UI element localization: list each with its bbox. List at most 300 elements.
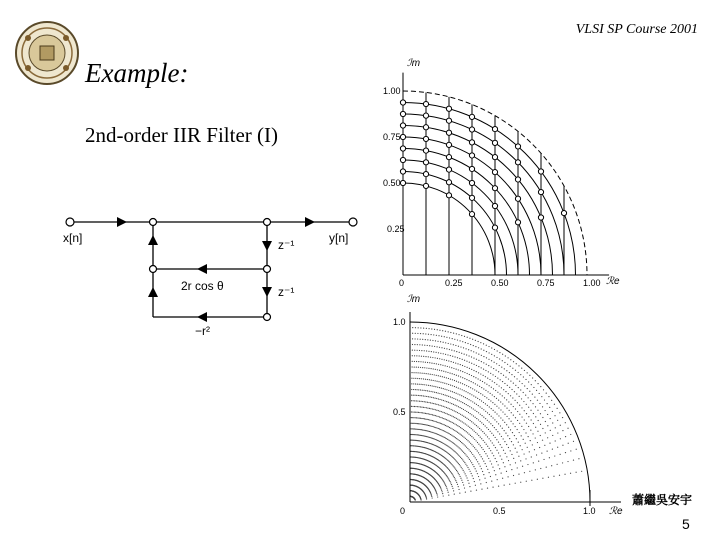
pd-pole-dot <box>465 417 466 418</box>
pd-pole-dot <box>442 382 443 383</box>
pd-pole-dot <box>521 416 522 417</box>
pd-pole-dot <box>471 414 472 415</box>
pd-pole-dot <box>448 494 449 495</box>
pd-pole-dot <box>436 352 437 353</box>
pd-pole-dot <box>414 395 415 396</box>
pd-pole-dot <box>462 443 463 444</box>
pd-pole-dot <box>425 390 426 391</box>
pd-pole-dot <box>507 476 508 477</box>
pd-pole-dot <box>459 447 460 448</box>
pg-pole-marker <box>400 169 405 174</box>
pd-pole-dot <box>419 429 420 430</box>
pd-pole-dot <box>508 460 509 461</box>
pd-pole-dot <box>469 338 470 339</box>
pd-pole-dot <box>433 403 434 404</box>
pd-pole-dot <box>454 478 455 479</box>
pd-pole-dot <box>465 491 466 492</box>
pd-pole-dot <box>424 367 425 368</box>
pd-pole-dot <box>426 328 427 329</box>
pd-pole-dot <box>448 331 449 332</box>
pd-pole-dot <box>511 374 512 375</box>
pd-pole-dot <box>455 459 456 460</box>
pd-pole-dot <box>445 451 446 452</box>
pd-pole-dot <box>443 371 444 372</box>
pd-pole-dot <box>498 407 499 408</box>
pd-pole-dot <box>453 466 454 467</box>
pd-pole-dot <box>416 400 417 401</box>
pd-pole-dot <box>573 460 574 461</box>
pd-pole-dot <box>570 434 571 435</box>
pd-pole-dot <box>480 436 481 437</box>
pd-pole-dot <box>486 427 487 428</box>
pd-pole-dot <box>457 432 458 433</box>
pd-pole-dot <box>505 453 506 454</box>
pg-pole-marker <box>423 136 428 141</box>
pd-pole-dot <box>470 413 471 414</box>
pd-pole-dot <box>517 402 518 403</box>
pd-pole-dot <box>470 491 471 492</box>
pg-x-axis-label: ℛe <box>606 276 620 287</box>
pd-pole-dot <box>519 432 520 433</box>
pd-pole-dot <box>516 393 517 394</box>
pd-pole-dot <box>541 396 542 397</box>
pd-pole-dot <box>443 394 444 395</box>
pd-pole-dot <box>427 407 428 408</box>
pd-pole-dot <box>451 403 452 404</box>
pd-pole-dot <box>449 427 450 428</box>
pd-pole-dot <box>454 450 455 451</box>
pd-pole-dot <box>456 431 457 432</box>
pd-y-tick-05: 0.5 <box>393 407 406 417</box>
pd-pole-dot <box>513 458 514 459</box>
pd-pole-dot <box>451 448 452 449</box>
pd-pole-dot <box>452 435 453 436</box>
pd-pole-dot <box>498 441 499 442</box>
pd-pole-dot <box>447 489 448 490</box>
pd-pole-dot <box>422 367 423 368</box>
pd-pole-dot <box>499 358 500 359</box>
pd-pole-dot <box>453 423 454 424</box>
pd-pole-dot <box>560 438 561 439</box>
pd-pole-dot <box>503 450 504 451</box>
pd-pole-dot <box>422 373 423 374</box>
pd-pole-dot <box>436 410 437 411</box>
pd-pole-dot <box>466 418 467 419</box>
pd-pole-dot <box>458 387 459 388</box>
pd-pole-dot <box>452 456 453 457</box>
pd-pole-dot <box>519 381 520 382</box>
pd-pole-dot <box>462 421 463 422</box>
pd-pole-dot <box>461 458 462 459</box>
pd-pole-dot <box>568 443 569 444</box>
pd-pole-dot <box>439 393 440 394</box>
pd-pole-dot <box>443 436 444 437</box>
pd-pole-dot <box>486 384 487 385</box>
pd-pole-dot <box>447 366 448 367</box>
pd-pole-dot <box>453 344 454 345</box>
input-label: x[n] <box>63 231 83 245</box>
pd-pole-dot <box>441 336 442 337</box>
pd-pole-dot <box>559 475 560 476</box>
pd-pole-dot <box>459 407 460 408</box>
pd-pole-dot <box>455 469 456 470</box>
pd-pole-dot <box>424 430 425 431</box>
pg-pole-marker <box>492 170 497 175</box>
pd-pole-dot <box>436 433 437 434</box>
pd-pole-dot <box>477 426 478 427</box>
pd-pole-dot <box>509 410 510 411</box>
pd-pole-dot <box>507 385 508 386</box>
pd-pole-dot <box>486 397 487 398</box>
pd-pole-dot <box>414 366 415 367</box>
pd-pole-dot <box>450 343 451 344</box>
pd-pole-dot <box>478 452 479 453</box>
pd-pole-dot <box>538 461 539 462</box>
pd-pole-dot <box>430 414 431 415</box>
pd-pole-dot <box>554 404 555 405</box>
pd-pole-dot <box>449 461 450 462</box>
pd-pole-dot <box>417 378 418 379</box>
pd-pole-dot <box>471 407 472 408</box>
pd-pole-dot <box>447 446 448 447</box>
pd-pole-dot <box>432 414 433 415</box>
pd-pole-dot <box>456 381 457 382</box>
pd-pole-dot <box>447 354 448 355</box>
pd-pole-dot <box>543 389 544 390</box>
pd-pole-dot <box>426 497 427 498</box>
pd-pole-dot <box>444 348 445 349</box>
pd-pole-dot <box>544 410 545 411</box>
pd-pole-dot <box>471 350 472 351</box>
pd-pole-dot <box>478 354 479 355</box>
pd-pole-dot <box>495 390 496 391</box>
pd-pole-dot <box>424 345 425 346</box>
pg-x-tick-025: 0.25 <box>445 278 463 288</box>
pd-pole-dot <box>430 420 431 421</box>
pd-pole-dot <box>458 369 459 370</box>
pd-pole-dot <box>426 407 427 408</box>
pd-pole-dot <box>549 457 550 458</box>
pd-pole-dot <box>517 467 518 468</box>
pg-pole-marker <box>492 140 497 145</box>
pd-pole-dot <box>493 368 494 369</box>
pg-y-tick-050: 0.50 <box>383 178 401 188</box>
pd-pole-dot <box>466 404 467 405</box>
pd-pole-dot <box>465 348 466 349</box>
pd-pole-dot <box>483 424 484 425</box>
pd-pole-dot <box>423 328 424 329</box>
pd-pole-dot <box>430 494 431 495</box>
pd-pole-dot <box>504 441 505 442</box>
pg-pole-marker <box>469 114 474 119</box>
pd-pole-dot <box>443 353 444 354</box>
pd-pole-dot <box>428 351 429 352</box>
pd-pole-dot <box>483 402 484 403</box>
pd-pole-dot <box>465 391 466 392</box>
pd-pole-dot <box>483 474 484 475</box>
pd-pole-dot <box>483 343 484 344</box>
pd-pole-dot <box>463 396 464 397</box>
pd-pole-dot <box>460 401 461 402</box>
pd-x-axis-label: ℛe <box>609 506 623 517</box>
pd-pole-dot <box>473 351 474 352</box>
pd-pole-dot <box>500 379 501 380</box>
pd-pole-dot <box>497 479 498 480</box>
pd-pole-dot <box>449 480 450 481</box>
pd-pole-dot <box>491 366 492 367</box>
pd-pole-dot <box>492 402 493 403</box>
pd-pole-dot <box>478 435 479 436</box>
pd-pole-dot <box>468 426 469 427</box>
pg-pole-marker <box>469 153 474 158</box>
pd-pole-dot <box>476 411 477 412</box>
pd-pole-dot <box>482 381 483 382</box>
pd-pole-dot <box>463 347 464 348</box>
pole-density-plot <box>373 290 633 520</box>
pd-pole-dot <box>445 413 446 414</box>
pd-pole-dot <box>521 368 522 369</box>
pd-pole-dot <box>423 435 424 436</box>
pd-pole-dot <box>517 429 518 430</box>
pd-pole-dot <box>520 374 521 375</box>
pd-pole-dot <box>478 360 479 361</box>
pd-pole-dot <box>420 367 421 368</box>
pd-pole-dot <box>547 425 548 426</box>
pd-pole-dot <box>424 350 425 351</box>
pd-pole-dot <box>436 404 437 405</box>
pd-pole-dot <box>502 403 503 404</box>
pd-pole-dot <box>448 492 449 493</box>
pd-pole-dot <box>446 432 447 433</box>
pd-pole-dot <box>536 454 537 455</box>
pd-pole-dot <box>458 486 459 487</box>
pd-pole-dot <box>469 406 470 407</box>
pd-pole-dot <box>420 406 421 407</box>
pd-pole-dot <box>431 351 432 352</box>
pd-pole-dot <box>416 423 417 424</box>
pd-pole-dot <box>426 350 427 351</box>
pd-pole-dot <box>497 431 498 432</box>
pd-pole-dot <box>413 400 414 401</box>
pd-pole-dot <box>428 437 429 438</box>
pd-pole-dot <box>433 386 434 387</box>
pd-pole-dot <box>481 489 482 490</box>
pd-pole-dot <box>481 367 482 368</box>
pd-pole-dot <box>489 472 490 473</box>
pg-pole-marker <box>423 160 428 165</box>
pd-pole-dot <box>456 438 457 439</box>
pd-pole-dot <box>494 396 495 397</box>
pd-pole-dot <box>436 415 437 416</box>
pd-pole-dot <box>433 397 434 398</box>
pd-pole-dot <box>412 327 413 328</box>
pd-pole-dot <box>429 396 430 397</box>
pd-pole-dot <box>508 427 509 428</box>
pd-pole-dot <box>446 426 447 427</box>
course-header: VLSI SP Course 2001 <box>575 22 698 37</box>
pd-pole-dot <box>491 416 492 417</box>
pd-pole-dot <box>516 378 517 379</box>
pd-pole-dot <box>484 433 485 434</box>
pd-pole-dot <box>449 440 450 441</box>
pd-pole-dot <box>496 363 497 364</box>
pd-pole-dot <box>475 417 476 418</box>
pd-pole-dot <box>505 391 506 392</box>
pd-pole-dot <box>422 412 423 413</box>
pd-pole-dot <box>449 402 450 403</box>
pd-pole-dot <box>533 387 534 388</box>
pd-pole-dot <box>441 393 442 394</box>
pd-pole-dot <box>481 400 482 401</box>
pd-pole-dot <box>457 393 458 394</box>
pd-pole-dot <box>415 417 416 418</box>
pd-pole-dot <box>411 423 412 424</box>
pd-pole-dot <box>557 432 558 433</box>
pd-pole-dot <box>488 429 489 430</box>
pd-pole-dot <box>495 474 496 475</box>
pd-pole-dot <box>520 460 521 461</box>
pg-pole-marker <box>423 125 428 130</box>
pd-pole-dot <box>485 376 486 377</box>
pd-pole-dot <box>414 355 415 356</box>
pd-pole-dot <box>422 390 423 391</box>
pd-pole-dot <box>460 346 461 347</box>
pd-pole-dot <box>473 437 474 438</box>
pg-pole-marker <box>515 177 520 182</box>
pd-pole-dot <box>499 468 500 469</box>
pd-y-axis-label: ℐm <box>407 294 421 305</box>
pd-pole-dot <box>503 438 504 439</box>
pd-pole-dot <box>501 447 502 448</box>
pd-pole-dot <box>465 438 466 439</box>
pd-pole-dot <box>535 416 536 417</box>
pd-pole-dot <box>446 389 447 390</box>
pd-pole-dot <box>418 434 419 435</box>
pd-pole-dot <box>468 386 469 387</box>
pd-pole-dot <box>456 418 457 419</box>
pd-pole-dot <box>451 409 452 410</box>
pd-pole-dot <box>445 365 446 366</box>
pd-pole-dot <box>476 459 477 460</box>
pd-pole-dot <box>424 407 425 408</box>
pd-pole-dot <box>438 422 439 423</box>
pd-pole-dot <box>537 383 538 384</box>
pd-pole-dot <box>434 398 435 399</box>
pd-pole-dot <box>435 357 436 358</box>
pd-pole-dot <box>418 327 419 328</box>
pd-pole-dot <box>411 417 412 418</box>
pd-pole-dot <box>451 472 452 473</box>
pd-pole-dot <box>494 412 495 413</box>
pd-pole-dot <box>421 395 422 396</box>
pd-pole-dot <box>416 434 417 435</box>
pd-pole-dot <box>478 463 479 464</box>
pd-pole-dot <box>420 361 421 362</box>
pd-pole-dot <box>430 391 431 392</box>
pd-pole-dot <box>457 339 458 340</box>
pd-pole-dot <box>417 400 418 401</box>
pd-pole-dot <box>425 424 426 425</box>
pd-pole-dot <box>450 428 451 429</box>
pd-pole-dot <box>478 419 479 420</box>
pd-pole-dot <box>567 428 568 429</box>
pg-pole-marker <box>538 215 543 220</box>
pg-pole-marker <box>469 140 474 145</box>
pd-pole-dot <box>549 407 550 408</box>
pd-pole-dot <box>560 454 561 455</box>
pd-pole-dot <box>487 405 488 406</box>
pd-pole-dot <box>528 426 529 427</box>
pd-pole-dot <box>528 397 529 398</box>
pd-pole-dot <box>492 453 493 454</box>
pd-pole-dot <box>450 355 451 356</box>
pd-pole-dot <box>454 477 455 478</box>
pd-pole-dot <box>447 439 448 440</box>
pd-pole-dot <box>458 454 459 455</box>
pd-pole-dot <box>471 421 472 422</box>
pd-pole-dot <box>416 395 417 396</box>
pd-pole-dot <box>471 375 472 376</box>
pd-pole-dot <box>523 429 524 430</box>
pd-pole-dot <box>486 466 487 467</box>
pd-pole-dot <box>484 442 485 443</box>
pg-y-tick-100: 1.00 <box>383 86 401 96</box>
pd-pole-dot <box>449 366 450 367</box>
pd-pole-dot <box>419 401 420 402</box>
pd-pole-dot <box>496 406 497 407</box>
pd-pole-dot <box>531 480 532 481</box>
pd-pole-dot <box>523 376 524 377</box>
pd-pole-dot <box>532 394 533 395</box>
pd-pole-dot <box>447 468 448 469</box>
pd-pole-dot <box>436 421 437 422</box>
pd-pole-dot <box>432 497 433 498</box>
pd-pole-dot <box>473 478 474 479</box>
pd-pole-dot <box>439 441 440 442</box>
pd-pole-dot <box>522 449 523 450</box>
pd-pole-dot <box>462 468 463 469</box>
pd-pole-dot <box>425 401 426 402</box>
pd-pole-dot <box>451 463 452 464</box>
pg-radius-arc <box>403 172 507 276</box>
pd-pole-dot <box>513 406 514 407</box>
pd-pole-dot <box>512 423 513 424</box>
pd-pole-dot <box>542 440 543 441</box>
pd-pole-dot <box>466 354 467 355</box>
pd-pole-dot <box>511 441 512 442</box>
pd-pole-dot <box>450 390 451 391</box>
pd-pole-dot <box>474 389 475 390</box>
pd-pole-dot <box>429 379 430 380</box>
pd-pole-dot <box>466 424 467 425</box>
pd-pole-dot <box>486 357 487 358</box>
pd-pole-dot <box>428 402 429 403</box>
pd-pole-dot <box>460 414 461 415</box>
pd-pole-dot <box>493 455 494 456</box>
pd-pole-dot <box>527 388 528 389</box>
pd-pole-dot <box>463 437 464 438</box>
pd-pole-dot <box>479 399 480 400</box>
pd-pole-dot <box>417 384 418 385</box>
pd-pole-dot <box>479 454 480 455</box>
pd-pole-dot <box>474 410 475 411</box>
pd-pole-dot <box>513 415 514 416</box>
pd-pole-dot <box>473 422 474 423</box>
pd-pole-dot <box>495 437 496 438</box>
pd-pole-dot <box>525 443 526 444</box>
pd-pole-dot <box>482 458 483 459</box>
pd-pole-dot <box>412 428 413 429</box>
